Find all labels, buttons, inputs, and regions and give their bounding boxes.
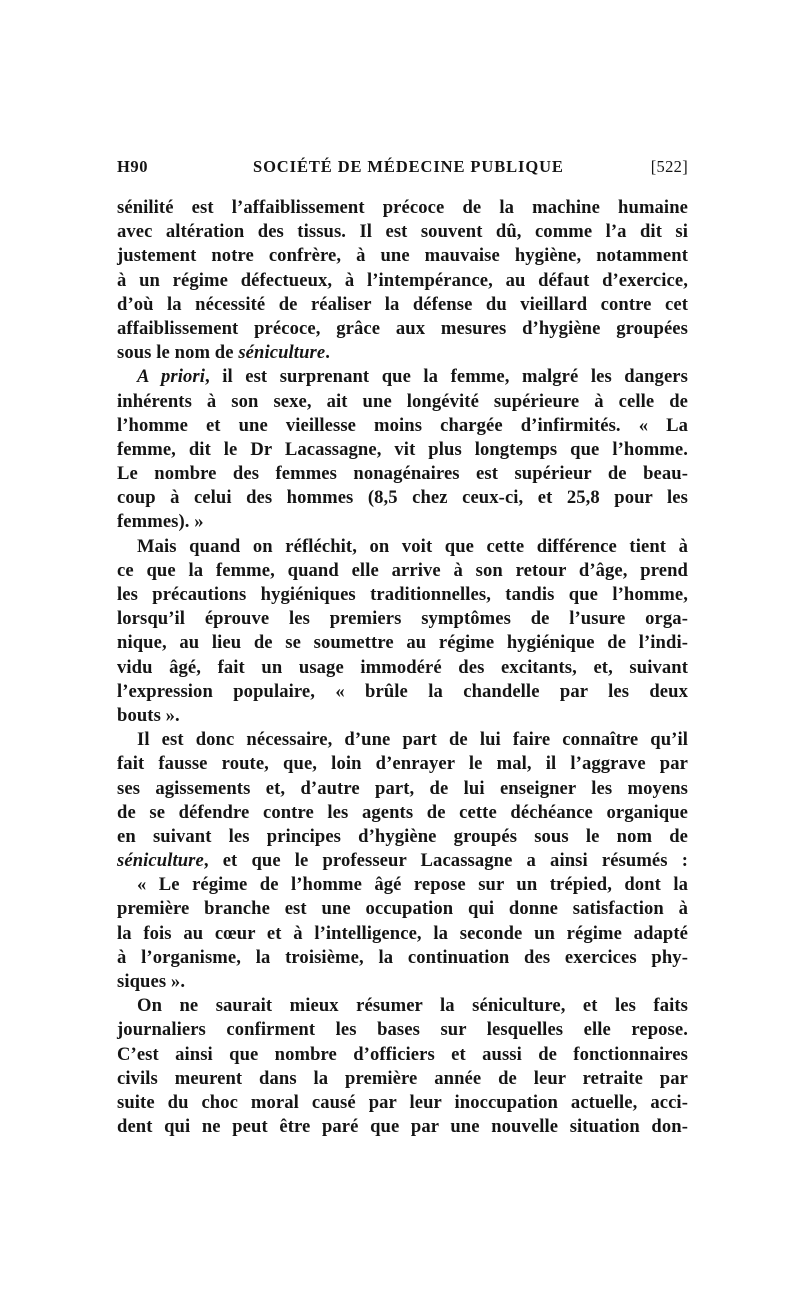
text-line: On ne saurait mieux résumer la séniculture, et les faits [137,995,688,1017]
text-line [117,365,688,389]
text-line: lorsqu’il éprouve les premiers symptômes de l’usure orga- [117,608,688,630]
text-line: nique, au lieu de se soumettre au régime hygiénique de l’indi- [117,632,688,654]
text-line: d’où la nécessité de réaliser la défense du vieillard contre cet [117,293,688,315]
running-title: SOCIÉTÉ DE MÉDECINE PUBLIQUE [253,157,564,176]
text-line: ce que la femme, quand elle arrive à son retour d’âge, prend [117,559,688,581]
text-line: journaliers confirment les bases sur lesquelles elle repose. [117,1019,688,1041]
running-header [117,157,688,183]
text-line [117,341,688,365]
text-fragment: , et que le professeur Lacassagne a ainsi résumés : [203,850,688,872]
text-line: première branche est une occupation qui donne satisfaction à [117,898,688,920]
text-fragment: . [325,342,330,364]
text-line: avec altération des tissus. Il est souvent dû, comme l’a dit si [117,221,688,243]
text-fragment: , il est surprenant que la femme, malgré les dangers [204,366,688,388]
text-line: Le nombre des femmes nonagénaires est supérieur de beau- [117,463,688,485]
text-line: siques ». [117,971,186,992]
text-line: « Le régime de l’homme âgé repose sur un trépied, dont la [137,874,688,896]
body-text [117,196,688,1139]
text-line: femme, dit le Dr Lacassagne, vit plus longtemps que l’homme. [117,438,688,460]
text-line: les précautions hygiéniques traditionnelles, tandis que l’homme, [117,584,688,605]
text-fragment: sous le nom de [117,342,239,364]
text-line: Mais quand on réfléchit, on voit que cette différence tient à [137,535,688,557]
text-line: Il est donc nécessaire, d’une part de lui faire connaître qu’il [137,729,688,751]
italic-term: séniculture [117,850,204,872]
text-line: de se défendre contre les agents de cette déchéance organique [117,801,688,823]
text-line: suite du choc moral causé par leur inoccupation actuelle, acci- [117,1091,688,1113]
text-line: inhérents à son sexe, ait une longévité supérieure à celle de [117,390,688,412]
text-line: fait fausse route, que, loin d’enrayer le mal, il l’aggrave par [117,753,688,775]
italic-term: séniculture [238,342,326,364]
text-line: affaiblissement précoce, grâce aux mesures d’hygiène groupées [117,317,688,339]
text-line: femmes). » [117,511,204,533]
text-line: bouts ». [117,704,180,726]
text-line: à un régime défectueux, à l’intempérance, au défaut d’exercice, [117,269,688,291]
original-page-number: [522] [650,157,688,176]
text-line: sénilité est l’affaiblissement précoce de la machine humaine [117,197,688,218]
text-line: coup à celui des hommes (8,5 chez ceux-ci, et 25,8 pour les [117,487,688,509]
text-line: dent qui ne peut être paré que par une nouvelle situation don- [117,1116,688,1138]
text-line: à l’organisme, la troisième, la continuation des exercices phy- [117,946,688,968]
text-line: l’expression populaire, « brûle la chandelle par les deux [117,680,688,702]
text-line: l’homme et une vieillesse moins chargée d’infirmités. « La [117,414,688,436]
text-line: justement notre confrère, à une mauvaise hygiène, notamment [117,245,688,267]
text-line: en suivant les principes d’hygiène groupés sous le nom de [117,825,688,847]
text-line: la fois au cœur et à l’intelligence, la seconde un régime adapté [117,922,688,944]
page-number: H90 [117,157,149,176]
text-line: vidu âgé, fait un usage immodéré des excitants, et, suivant [117,656,688,678]
text-line: C’est ainsi que nombre d’officiers et aussi de fonctionnaires [117,1043,688,1065]
text-line: civils meurent dans la première année de leur retraite par [117,1067,688,1089]
italic-term: A priori [137,366,205,388]
text-line: ses agissements et, d’autre part, de lui enseigner les moyens [117,777,688,799]
text-line [117,849,688,873]
